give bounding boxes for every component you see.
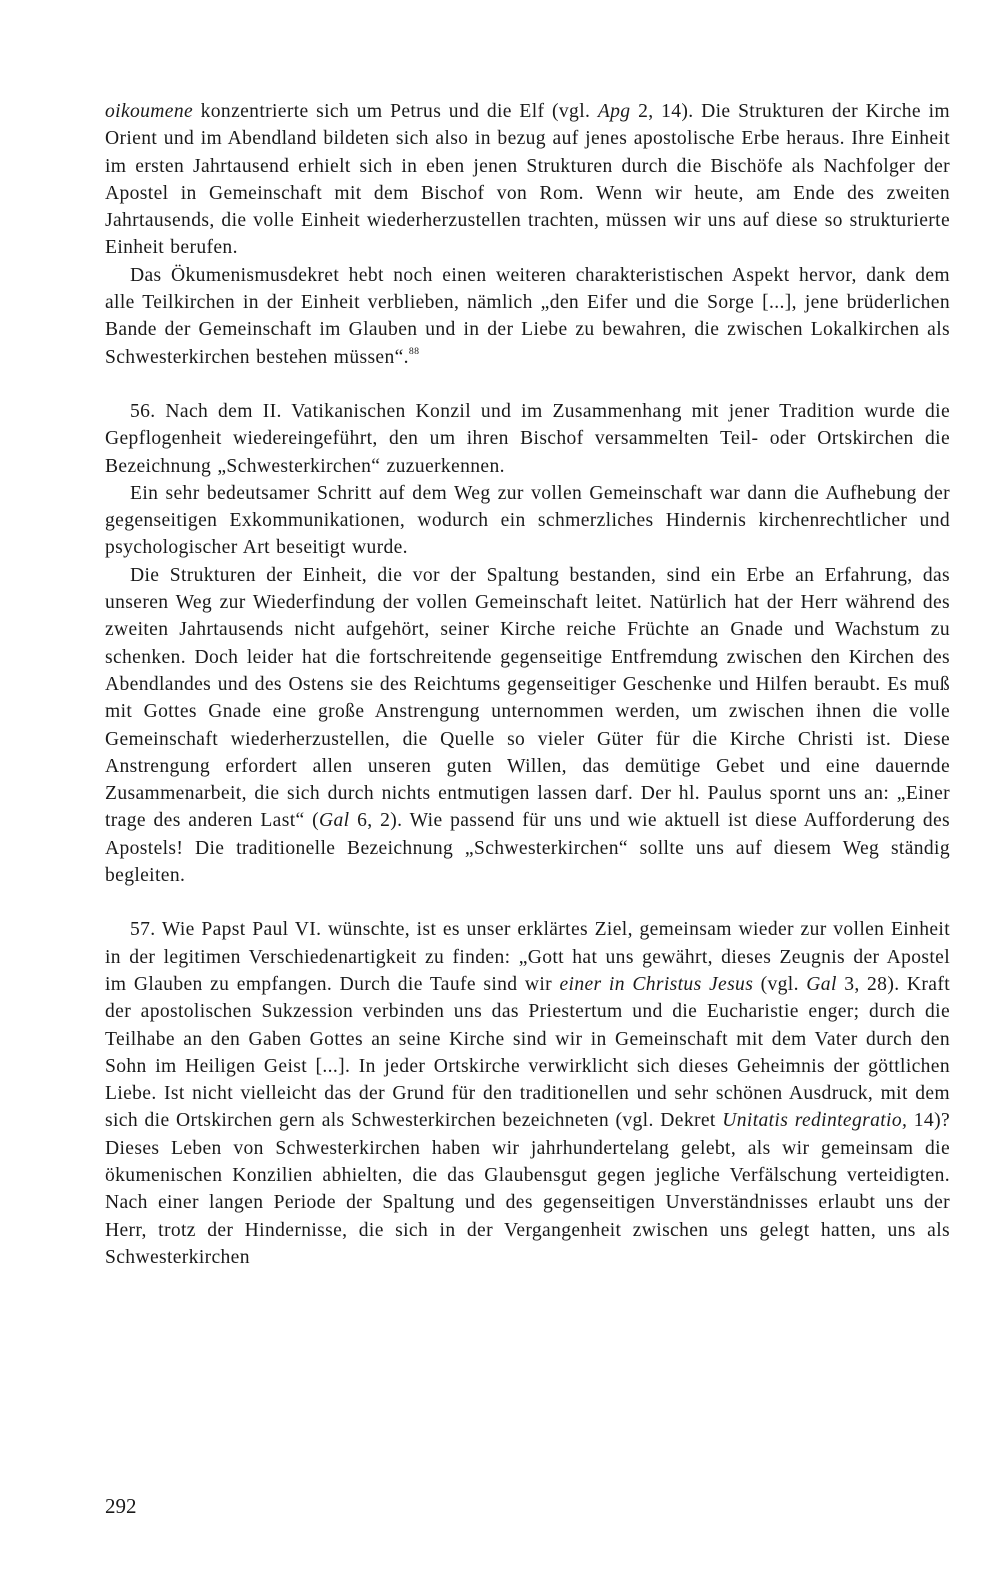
text-run: 2, 14). Die Strukturen der Kirche im Orient und im Abendland bildeten sich also in bezug auf jenes apostolische Erbe heraus. Ihre Einheit im ersten Jahrtausend erhielt sich in eben jenen Strukturen durch die Bischöfe als Nachfolger der Apostel in Gemeinschaft mit dem Bischof von Rom. Wenn wir heute, am Ende des zweiten Jahrtausends, die volle Einheit wiederherzustellen trachten, müssen wir uns auf diese so strukturierte Einheit berufen. xyxy=(105,101,950,259)
paragraph-2 xyxy=(105,262,950,371)
paragraph-56: 56. Nach dem II. Vatikanischen Konzil und im Zusammenhang mit jener Tradition wurde die Gepflogenheit wiedereingeführt, den um ihren Bischof versammelten Teil- oder Ortskirchen die Bezeichnung „Schwesterkirchen“ zuzuerkennen. xyxy=(105,400,950,477)
text-run: (vgl. xyxy=(753,973,807,995)
paragraph-1 xyxy=(105,98,950,262)
paragraph-56-c xyxy=(105,562,950,890)
text-run: 57. Wie Papst Paul VI. wünschte, ist es unser erklärtes Ziel, gemeinsam wieder zur vollen Einheit in der legitimen Verschiedenartigkeit zu finden: „Gott hat uns gewährt, dieses Zeugnis der Apostel im Glauben zu empfangen. Durch die Taufe sind wir xyxy=(105,919,950,995)
page-body xyxy=(105,98,950,1271)
scripture-ref: Gal xyxy=(319,810,350,832)
text-run: 6, 2). Wie passend für uns und wie aktuell ist diese Aufforderung des Apostels! Die traditionelle Bezeichnung „Schwesterkirchen“ sollte uns auf diesem Weg ständig begleiten. xyxy=(105,810,950,887)
text-run: konzentrierte sich um Petrus und die Elf (vgl. xyxy=(193,101,598,122)
text-run: Die Strukturen der Einheit, die vor der Spaltung bestanden, sind ein Erbe an Erfahrung, das unseren Weg zur Wiederfindung der vollen Gemeinschaft leitet. Natürlich hat der Herr während des zweiten Jahrtausends nicht aufgehört, seiner Kirche reiche Früchte an Gnade und Wachstum zu schenken. Doch leider hat die fortschreitende gegenseitige Entfremdung zwischen den Kirchen des Abendlandes und des Ostens sie des Reichtums gegenseitiger Geschenke und Hilfen beraubt. Es muß mit Gottes Gnade eine große Anstrengung unternommen werden, um zwischen ihnen die volle Gemeinschaft wiederherzustellen, die Quelle so vieler Güter für die Kirche Christi ist. Diese Anstrengung erfordert allen unseren guten Willen, das demütige Gebet und eine dauernde Zusammenarbeit, die sich durch nichts entmutigen lassen darf. Der hl. Paulus spornt uns an: „Einer trage des anderen Last“ ( xyxy=(105,564,950,832)
footnote-marker: 88 xyxy=(408,345,420,357)
page-number: 292 xyxy=(105,1494,137,1518)
paragraph-56-b: Ein sehr bedeutsamer Schritt auf dem Weg zur vollen Gemeinschaft war dann die Aufhebung der gegenseitigen Exkommunikationen, wodurch ein schmerzliches Hindernis kirchenrechtlicher und psychologischer Art beseitigt wurde. xyxy=(105,482,950,559)
scripture-ref: Gal xyxy=(806,973,837,995)
scripture-ref: Apg xyxy=(597,101,631,122)
italic-term: oikoumene xyxy=(105,101,194,122)
text-run: 3, 28). Kraft der apostolischen Sukzession verbinden uns das Priestertum und die Eucharistie enger; durch die Teilhabe an den Gaben Gottes an seine Kirche sind wir in Gemeinschaft mit dem Vater durch den Sohn im Heiligen Geist [...]. In jeder Ortskirche verwirklicht sich dieses Geheimnis der göttlichen Liebe. Ist nicht vielleicht das der Grund für den traditionellen und sehr schönen Ausdruck, mit dem sich die Ortskirchen gern als Schwesterkirchen bezeichneten (vgl. Dekret xyxy=(105,973,950,1132)
text-run: 14)? Dieses Leben von Schwesterkirchen haben wir jahrhundertelang gelebt, als wir gemeinsam die ökumenischen Konzilien abhielten, die das Glaubensgut gegen jegliche Verfälschung verteidigten. Nach einer langen Periode der Spaltung und des gegenseitigen Unverständnisses erlaubt uns der Herr, trotz der Hindernisse, die sich in der Vergangenheit zwischen uns gelegt hatten, uns als Schwesterkirchen xyxy=(105,1110,950,1268)
text-run: Das Ökumenismusdekret hebt noch einen weiteren charakteristischen Aspekt hervor, dank dem alle Teilkirchen in der Einheit verblieben, nämlich „den Eifer und die Sorge [...], jene brüderlichen Bande der Gemeinschaft im Glauben und in der Liebe zu bewahren, die zwischen Lokalkirchen als Schwesterkirchen bestehen müssen“. xyxy=(105,264,950,368)
italic-phrase: einer in Christus Jesus xyxy=(559,973,754,995)
document-title: Unitatis redintegratio, xyxy=(722,1110,908,1132)
paragraph-57 xyxy=(105,916,950,1271)
